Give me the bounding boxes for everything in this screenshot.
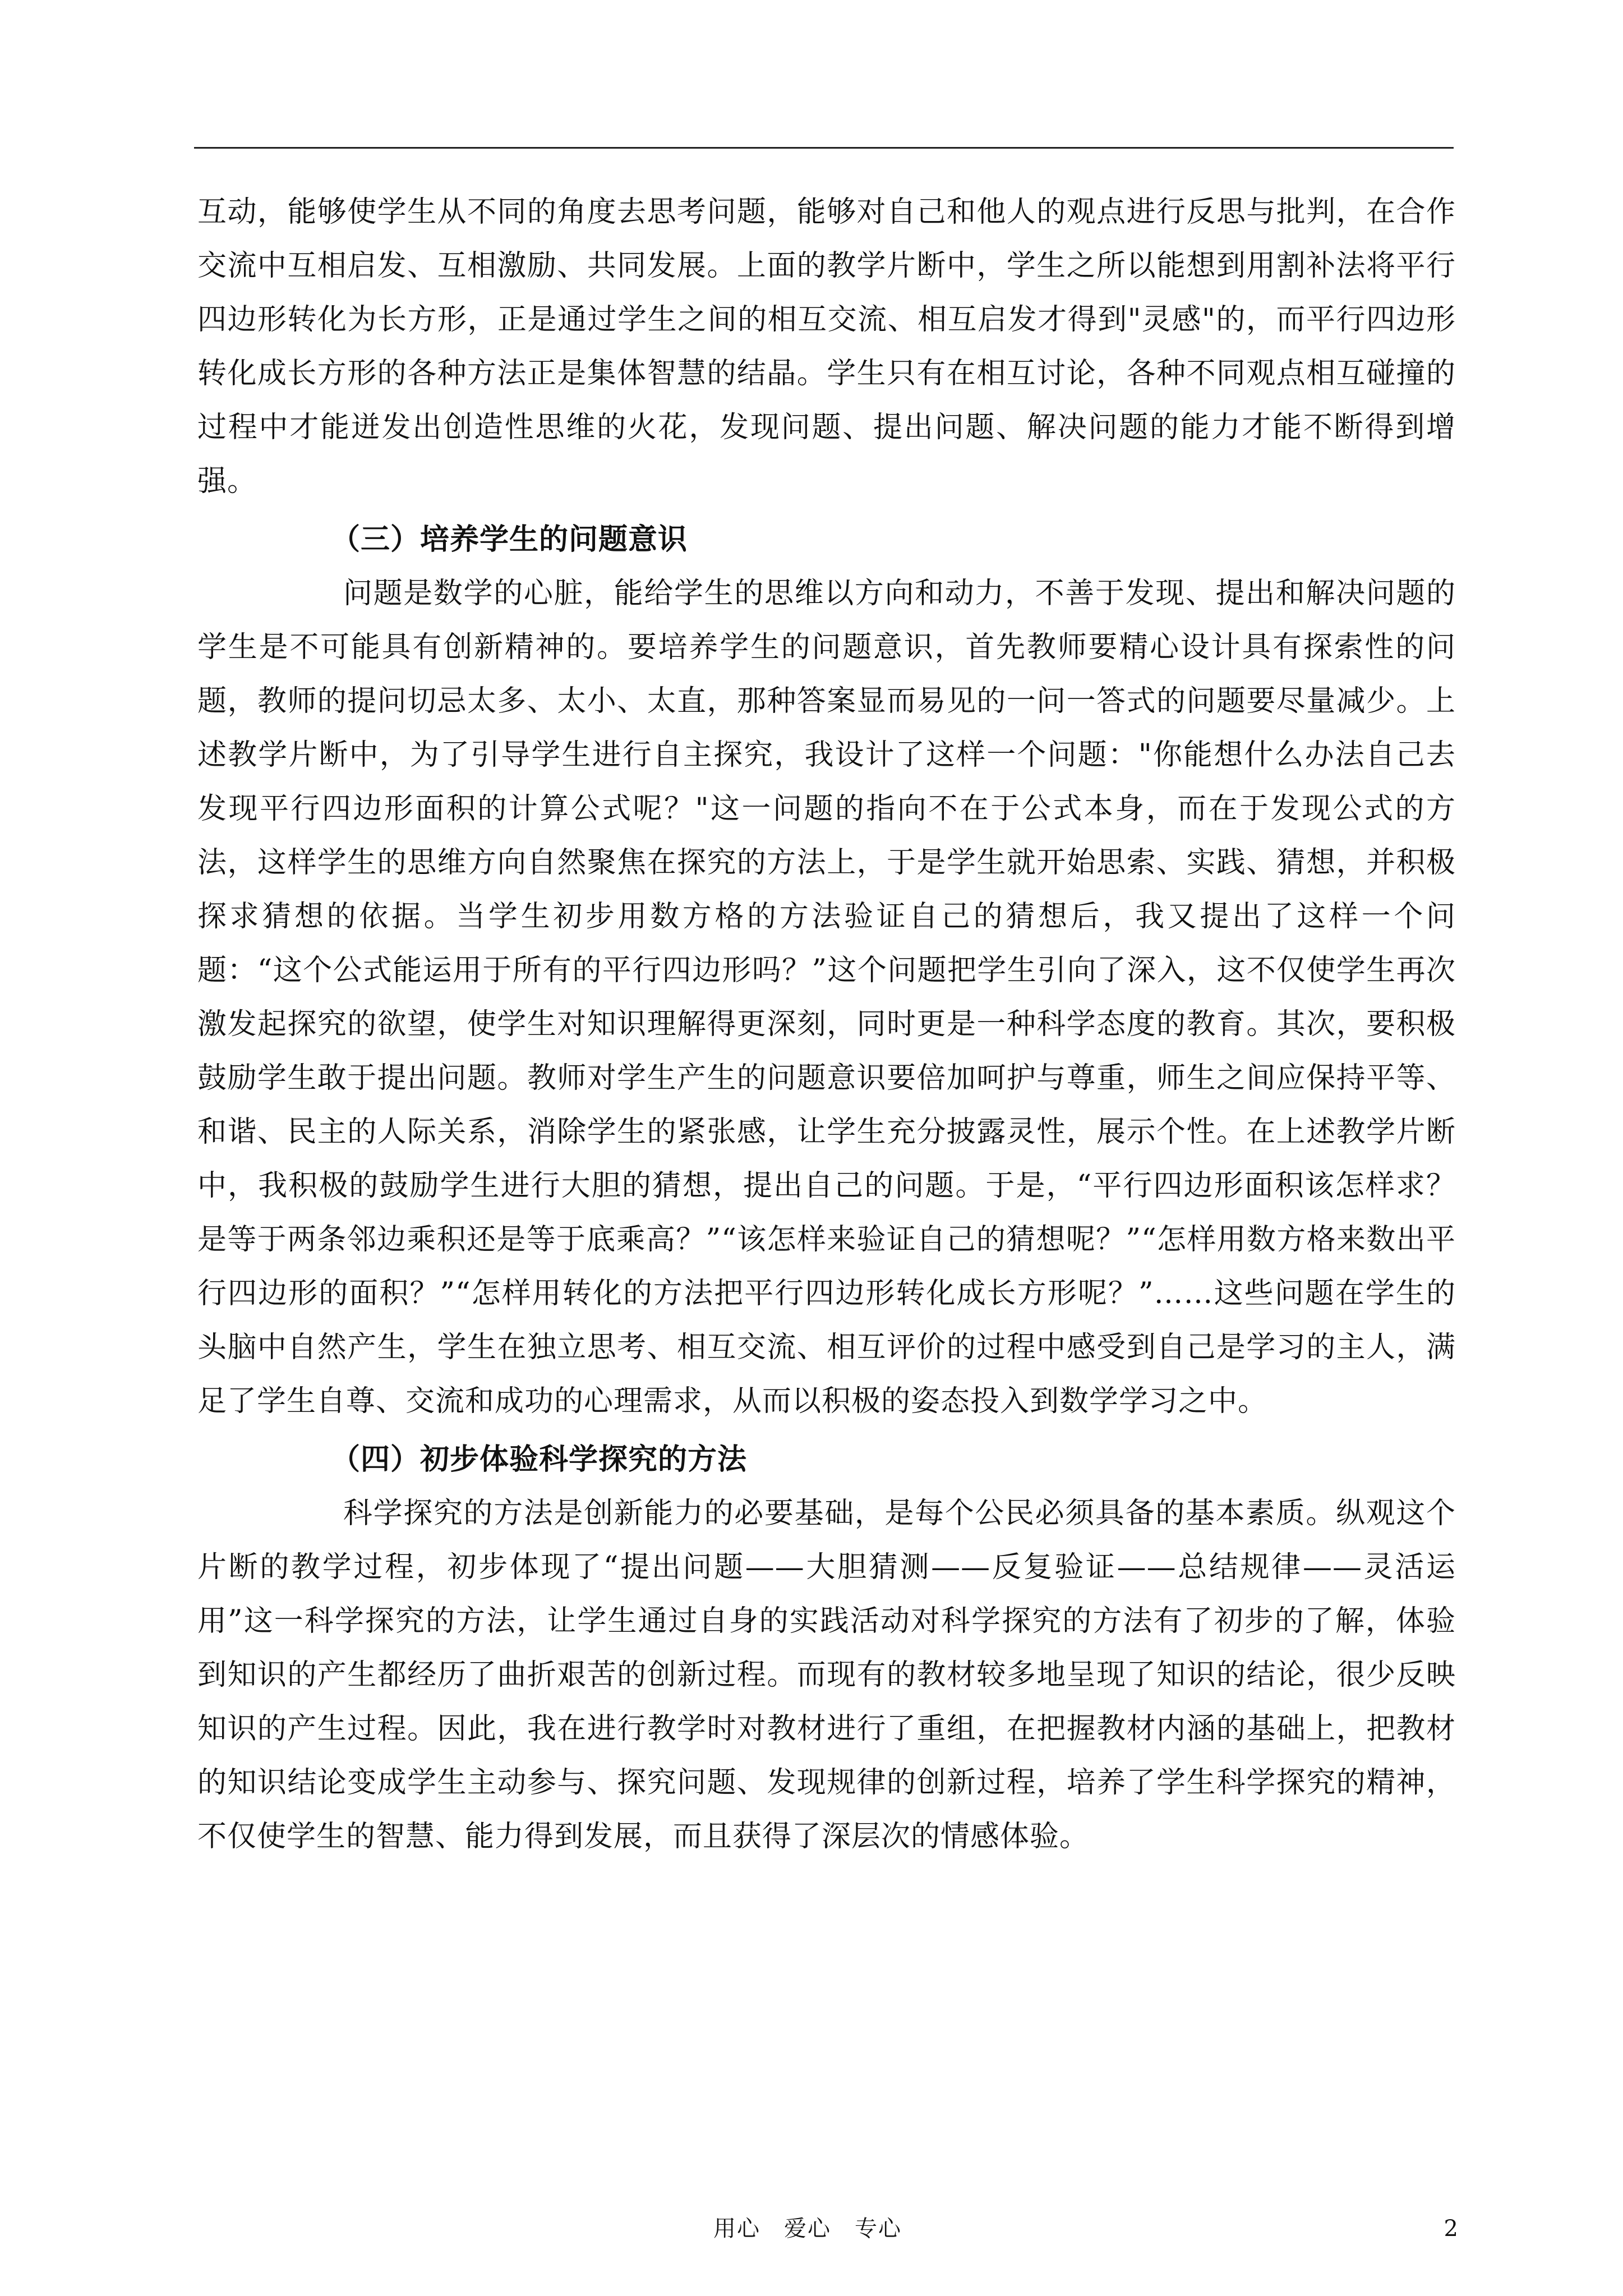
page-number: 2 — [1444, 2216, 1458, 2242]
paragraph-scientific-inquiry: 科学探究的方法是创新能力的必要基础，是每个公民必须具备的基本素质。纵观这个片断的教学过程，初步体现了“提出问题——大胆猜测——反复验证——总结规律——灵活运用”这一科学探究的方法，让学生通过自身的实践活动对科学探究的方法有了初步的了解，体验到知识的产生都经历了曲折艰苦的创新过程。而现有的教材较多地呈现了知识的结论，很少反映知识的产生过程。因此，我在进行教学时对教材进行了重组，在把握教材内涵的基础上，把教材的知识结论变成学生主动参与、探究问题、发现规律的创新过程，培养了学生科学探究的精神，不仅使学生的智慧、能力得到发展，而且获得了深层次的情感体验。 — [197, 1497, 1456, 1853]
paragraph-problem-awareness: 问题是数学的心脏，能给学生的思维以方向和动力，不善于发现、提出和解决问题的学生是不可能具有创新精神的。要培养学生的问题意识，首先教师要精心设计具有探索性的问题，教师的提问切忌太多、太小、太直，那种答案显而易见的一问一答式的问题要尽量减少。上述教学片断中，为了引导学生进行自主探究，我设计了这样一个问题："你能想什么办法自己去发现平行四边形面积的计算公式呢？"这一问题的指向不在于公式本身，而在于发现公式的方法，这样学生的思维方向自然聚焦在探究的方法上，于是学生就开始思索、实践、猜想，并积极探求猜想的依据。当学生初步用数方格的方法验证自己的猜想后，我又提出了这样一个问题：“这个公式能运用于所有的平行四边形吗？”这个问题把学生引向了深入，这不仅使学生再次激发起探究的欲望，使学生对知识理解得更深刻，同时更是一种科学态度的教育。其次，要积极鼓励学生敢于提出问题。教师对学生产生的问题意识要倍加呵护与尊重，师生之间应保持平等、和谐、民主的人际关系，消除学生的紧张感，让学生充分披露灵性，展示个性。在上述教学片断中，我积极的鼓励学生进行大胆的猜想，提出自己的问题。于是，“平行四边形面积该怎样求？是等于两条邻边乘积还是等于底乘高？”“该怎样来验证自己的猜想呢？”“怎样用数方格来数出平行四边形的面积？”“怎样用转化的方法把平行四边形转化成长方形呢？”……这些问题在学生的头脑中自然产生，学生在独立思考、相互交流、相互评价的过程中感受到自己是学习的主人，满足了学生自尊、交流和成功的心理需求，从而以积极的姿态投入到数学学习之中。 — [197, 577, 1456, 1418]
footer-motto: 用心 爱心 专心 — [713, 2216, 902, 2242]
section-heading-3: （三）培养学生的问题意识 — [331, 522, 688, 556]
paragraph-continuation: 互动，能够使学生从不同的角度去思考问题，能够对自己和他人的观点进行反思与批判，在合作交流中互相启发、互相激励、共同发展。上面的教学片断中，学生之所以能想到用割补法将平行四边形转化为长方形，正是通过学生之间的相互交流、相互启发才得到"灵感"的，而平行四边形转化成长方形的各种方法正是集体智慧的结晶。学生只有在相互讨论，各种不同观点相互碰撞的过程中才能迸发出创造性思维的火花，发现问题、提出问题、解决问题的能力才能不断得到增强。 — [197, 195, 1456, 498]
header-rule — [194, 147, 1454, 149]
document-body — [197, 185, 1456, 1864]
section-heading-4: （四）初步体验科学探究的方法 — [331, 1442, 748, 1476]
